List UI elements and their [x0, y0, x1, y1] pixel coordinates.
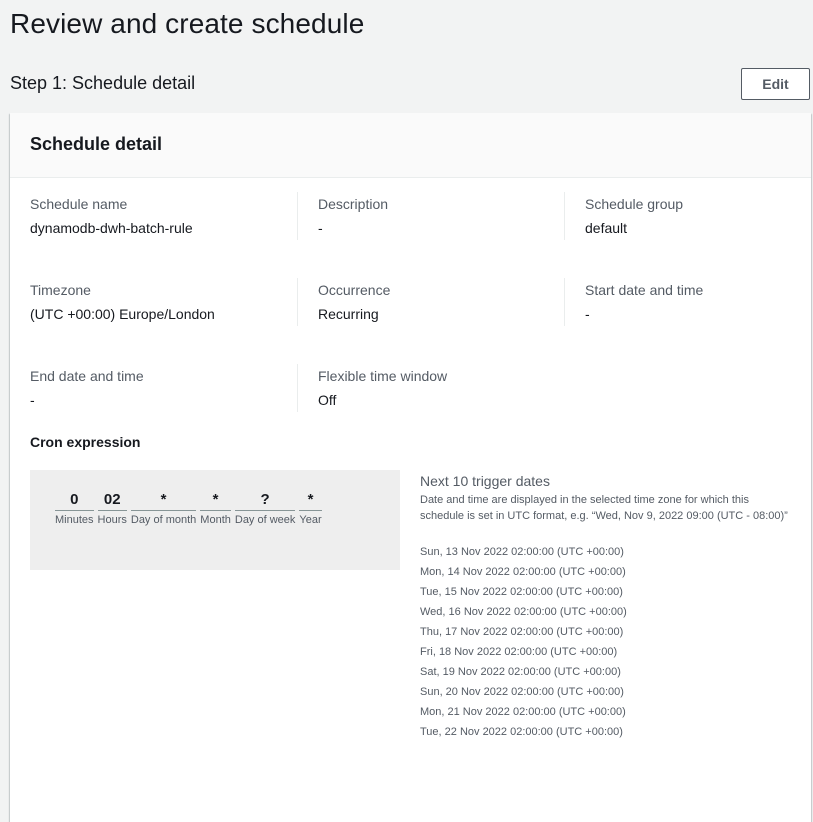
- cron-field-hours: [98, 490, 127, 526]
- cron-label: Day of week: [234, 514, 296, 526]
- cron-label: Hours: [97, 514, 127, 526]
- trigger-date-item: Thu, 17 Nov 2022 02:00:00 (UTC +00:00): [420, 626, 624, 638]
- page-title: Review and create schedule: [10, 8, 365, 39]
- trigger-date-list: [420, 542, 795, 742]
- field-value: (UTC +00:00) Europe/London: [30, 306, 215, 322]
- cron-value: *: [131, 490, 196, 511]
- cron-expression-box: [30, 470, 400, 570]
- cron-field-minutes: [55, 490, 94, 526]
- panel-header: [10, 113, 811, 178]
- trigger-date-item: Wed, 16 Nov 2022 02:00:00 (UTC +00:00): [420, 606, 627, 618]
- field-label: Schedule group: [585, 196, 684, 212]
- field-label: Timezone: [30, 282, 91, 298]
- field-label: Occurrence: [318, 282, 391, 298]
- cron-label: Minutes: [55, 514, 94, 526]
- cron-field-day-of-week: [235, 490, 296, 526]
- trigger-date-item: Mon, 14 Nov 2022 02:00:00 (UTC +00:00): [420, 566, 626, 578]
- schedule-detail-panel: [10, 113, 811, 822]
- panel-title: Schedule detail: [30, 134, 163, 154]
- cron-value: 02: [98, 490, 127, 511]
- cron-value: *: [299, 490, 321, 511]
- field-timezone: [30, 278, 297, 364]
- field-label: Flexible time window: [318, 368, 448, 384]
- cron-field-year: [299, 490, 321, 526]
- cron-field-month: [200, 490, 231, 526]
- next-dates-title: Next 10 trigger dates: [420, 473, 550, 489]
- trigger-date-item: Tue, 15 Nov 2022 02:00:00 (UTC +00:00): [420, 586, 623, 598]
- field-schedule-name: [30, 192, 297, 278]
- field-occurrence: [297, 278, 564, 326]
- field-value: dynamodb-dwh-batch-rule: [30, 220, 193, 236]
- step-title: Step 1: Schedule detail: [10, 73, 196, 93]
- cron-value: *: [200, 490, 231, 511]
- field-label: Description: [318, 196, 389, 212]
- cron-fields: [55, 490, 322, 526]
- field-description: [297, 192, 564, 240]
- field-start-date: [564, 278, 791, 326]
- next-trigger-dates: [420, 472, 795, 742]
- cron-value: 0: [55, 490, 94, 511]
- trigger-date-item: Sun, 13 Nov 2022 02:00:00 (UTC +00:00): [420, 546, 624, 558]
- field-label: Start date and time: [585, 282, 704, 298]
- field-value: Recurring: [318, 306, 379, 322]
- trigger-date-item: Mon, 21 Nov 2022 02:00:00 (UTC +00:00): [420, 706, 626, 718]
- cron-heading: Cron expression: [30, 434, 141, 450]
- field-value: -: [318, 220, 323, 236]
- trigger-date-item: Sun, 20 Nov 2022 02:00:00 (UTC +00:00): [420, 686, 624, 698]
- field-label: End date and time: [30, 368, 144, 384]
- field-value: -: [585, 306, 590, 322]
- trigger-date-item: Fri, 18 Nov 2022 02:00:00 (UTC +00:00): [420, 646, 618, 658]
- detail-grid: [30, 192, 791, 450]
- edit-button[interactable]: Edit: [741, 68, 810, 100]
- cron-label: Month: [200, 514, 231, 526]
- next-dates-description: Date and time are displayed in the selected time zone for which this schedule is set in UTC format, e.g. “Wed, Nov 9, 2022 09:00 (UTC - 08:00)”: [420, 494, 788, 522]
- cron-value: ?: [235, 490, 296, 511]
- field-flexible-time-window: [297, 364, 564, 412]
- field-value: default: [585, 220, 628, 236]
- cron-label: Year: [299, 514, 322, 526]
- trigger-date-item: Sat, 19 Nov 2022 02:00:00 (UTC +00:00): [420, 666, 621, 678]
- field-label: Schedule name: [30, 196, 128, 212]
- cron-field-day-of-month: [131, 490, 196, 526]
- field-schedule-group: [564, 192, 791, 240]
- field-value: Off: [318, 392, 337, 408]
- field-value: -: [30, 392, 35, 408]
- trigger-date-item: Tue, 22 Nov 2022 02:00:00 (UTC +00:00): [420, 726, 623, 738]
- cron-label: Day of month: [130, 514, 197, 526]
